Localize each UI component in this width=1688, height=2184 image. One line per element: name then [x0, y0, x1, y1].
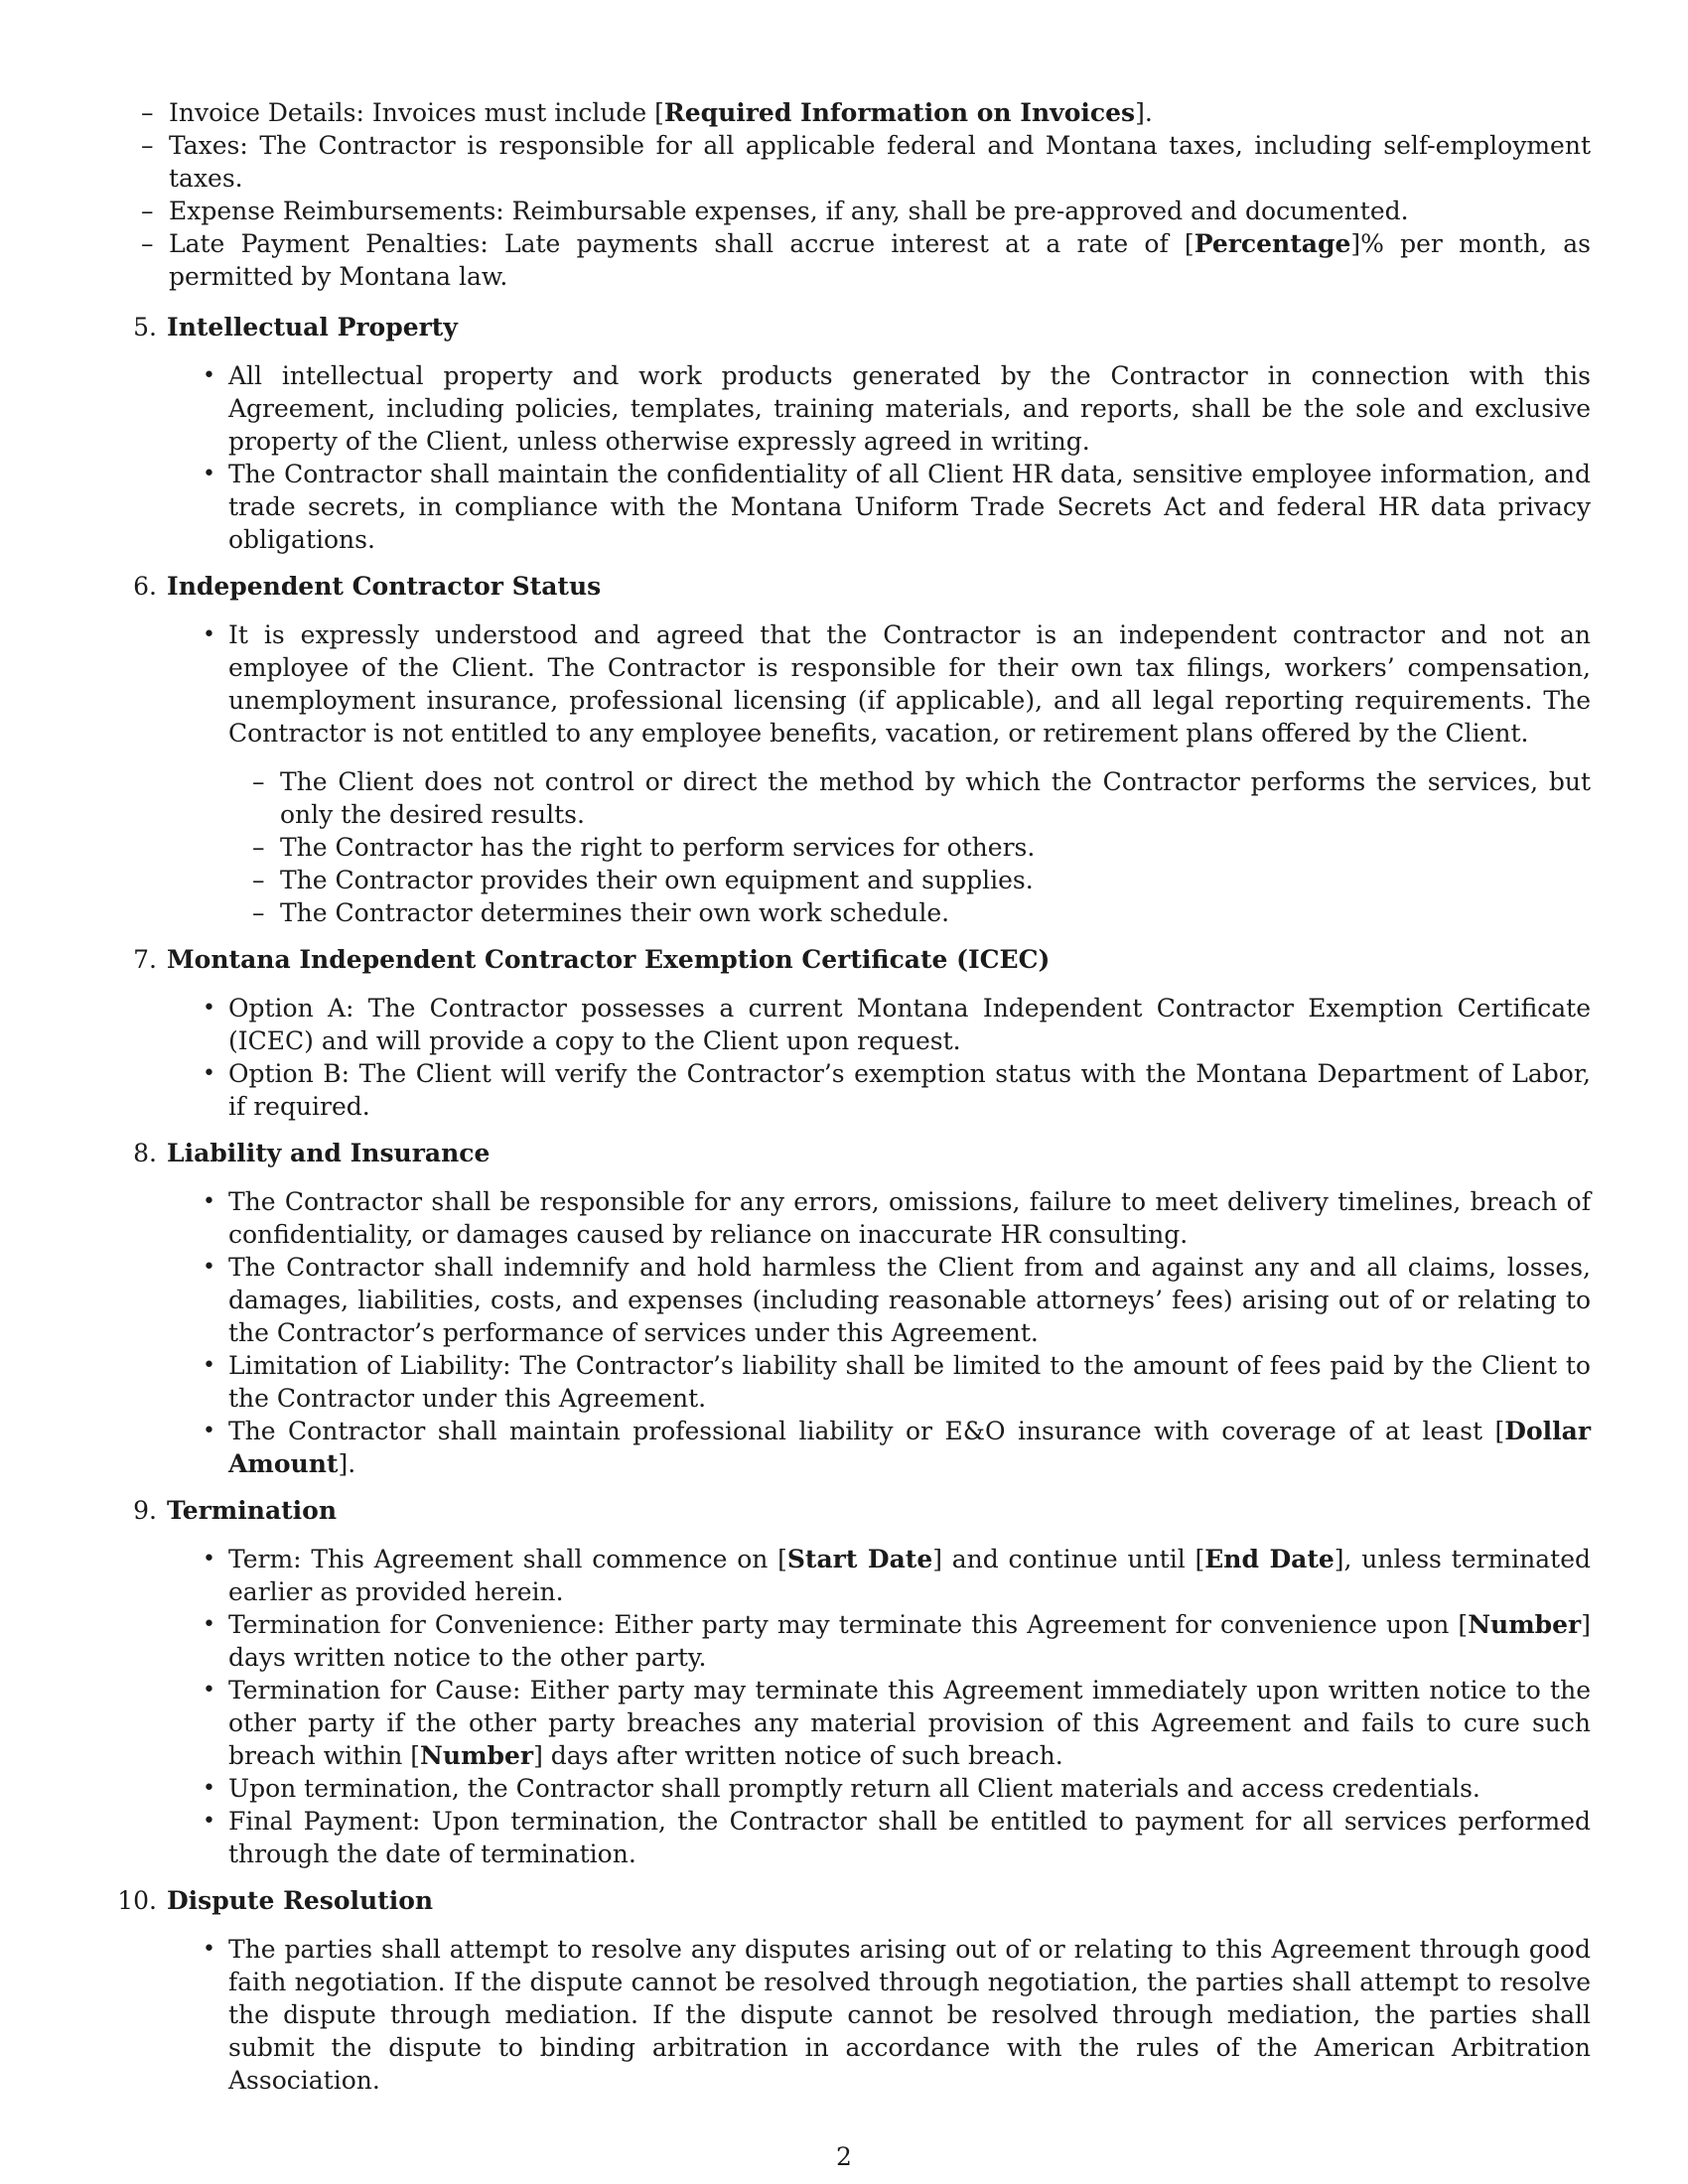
- list-item: – The Contractor determines their own work schedule.: [167, 896, 1591, 929]
- section-title: Liability and Insurance: [167, 1139, 491, 1167]
- section-title: Dispute Resolution: [167, 1886, 434, 1915]
- list-item: • Term: This Agreement shall commence on [Start Date] and continue until [End Date], unless terminated earlier as provided herein.: [167, 1543, 1591, 1608]
- section-number: 10.: [117, 1886, 157, 1915]
- bullet-list: [167, 1933, 1591, 2097]
- section-intellectual-property: [111, 311, 1591, 556]
- section-title: Intellectual Property: [167, 313, 458, 341]
- list-item: • The Contractor shall indemnify and hold harmless the Client from and against any and all claims, losses, damages, liabilities, costs, and expenses (including reasonable attorneys’ fees) arising out of or relating to the Contractor’s performance of services under this Agreement.: [167, 1251, 1591, 1349]
- section-number: 6.: [133, 572, 157, 601]
- list-item: • Limitation of Liability: The Contractor’s liability shall be limited to the amount of fees paid by the Client to the Contractor under this Agreement.: [167, 1349, 1591, 1415]
- section-icec: [111, 943, 1591, 1123]
- list-item: – Late Payment Penalties: Late payments shall accrue interest at a rate of [Percentage]% per month, as permitted by Montana law.: [0, 227, 1591, 293]
- document-body: [111, 97, 1591, 2097]
- section-dispute-resolution: [111, 1884, 1591, 2097]
- list-item: – The Contractor provides their own equipment and supplies.: [167, 864, 1591, 896]
- list-item: • The Contractor shall be responsible for any errors, omissions, failure to meet delivery timelines, breach of confidentiality, or damages caused by reliance on inaccurate HR consulting.: [167, 1185, 1591, 1251]
- list-item: – Taxes: The Contractor is responsible for all applicable federal and Montana taxes, including self-employment taxes.: [0, 129, 1591, 195]
- section-number: 9.: [133, 1496, 157, 1525]
- list-item: • The Contractor shall maintain professional liability or E&O insurance with coverage of at least [Dollar Amount].: [167, 1415, 1591, 1480]
- list-item: – Invoice Details: Invoices must include [Required Information on Invoices].: [0, 96, 1591, 129]
- list-item: – Expense Reimbursements: Reimbursable expenses, if any, shall be pre-approved and documented.: [0, 195, 1591, 227]
- section-number: 5.: [133, 313, 157, 341]
- page-number: 2: [836, 2142, 852, 2171]
- section-termination: [111, 1494, 1591, 1870]
- bullet-list: [167, 1543, 1591, 1870]
- list-item: • Final Payment: Upon termination, the Contractor shall be entitled to payment for all services performed through the date of termination.: [167, 1805, 1591, 1870]
- list-item: • All intellectual property and work products generated by the Contractor in connection with this Agreement, including policies, templates, training materials, and reports, shall be the sole and exclusive property of the Client, unless otherwise expressly agreed in writing.: [167, 359, 1591, 458]
- list-item: • Option B: The Client will verify the Contractor’s exemption status with the Montana Department of Labor, if required.: [167, 1057, 1591, 1123]
- list-item: • Termination for Cause: Either party may terminate this Agreement immediately upon written notice to the other party if the other party breaches any material provision of this Agreement and fails to cure such breach within [Number] days after written notice of such breach.: [167, 1674, 1591, 1772]
- section-number: 8.: [133, 1139, 157, 1167]
- list-item: • The Contractor shall maintain the confidentiality of all Client HR data, sensitive employee information, and trade secrets, in compliance with the Montana Uniform Trade Secrets Act and federal HR data privacy obligations.: [167, 458, 1591, 556]
- list-item: • Option A: The Contractor possesses a current Montana Independent Contractor Exemption Certificate (ICEC) and will provide a copy to the Client upon request.: [167, 992, 1591, 1057]
- payment-terms-list: [0, 96, 1591, 293]
- section-number: 7.: [133, 945, 157, 974]
- section-title: Independent Contractor Status: [167, 572, 602, 601]
- bullet-list: [167, 618, 1591, 929]
- bullet-list: [167, 359, 1591, 556]
- list-item: – The Contractor has the right to perform services for others.: [167, 831, 1591, 864]
- bullet-list: [167, 992, 1591, 1123]
- bullet-list: [167, 1185, 1591, 1480]
- section-title: Termination: [167, 1496, 338, 1525]
- list-item: – The Client does not control or direct the method by which the Contractor performs the services, but only the desired results.: [167, 765, 1591, 831]
- list-item: • Termination for Convenience: Either party may terminate this Agreement for convenience upon [Number] days written notice to the other party.: [167, 1608, 1591, 1674]
- list-item: • The parties shall attempt to resolve any disputes arising out of or relating to this Agreement through good faith negotiation. If the dispute cannot be resolved through negotiation, the parties shall attempt to resolve the dispute through mediation. If the dispute cannot be resolved through mediation, the parties shall submit the dispute to binding arbitration in accordance with the rules of the American Arbitration Association.: [167, 1933, 1591, 2097]
- section-liability-and-insurance: [111, 1137, 1591, 1480]
- sub-list: [167, 765, 1591, 929]
- list-item: • Upon termination, the Contractor shall promptly return all Client materials and access credentials.: [167, 1772, 1591, 1805]
- list-item: • It is expressly understood and agreed that the Contractor is an independent contractor and not an employee of the Client. The Contractor is responsible for their own tax filings, workers’ compensation, unemployment insurance, professional licensing (if applicable), and all legal reporting requirements. The Contractor is not entitled to any employee benefits, vacation, or retirement plans offered by the Client. – The Client does not control or direct the method by which the Contractor performs the services, but only the desired results. – The Contractor has the right to perform services for others. – The Contractor provides their own equipment and supplies. – The Contractor determines their own work schedule.: [167, 618, 1591, 929]
- section-title: Montana Independent Contractor Exemption Certificate (ICEC): [167, 945, 1051, 974]
- section-independent-contractor-status: [111, 570, 1591, 929]
